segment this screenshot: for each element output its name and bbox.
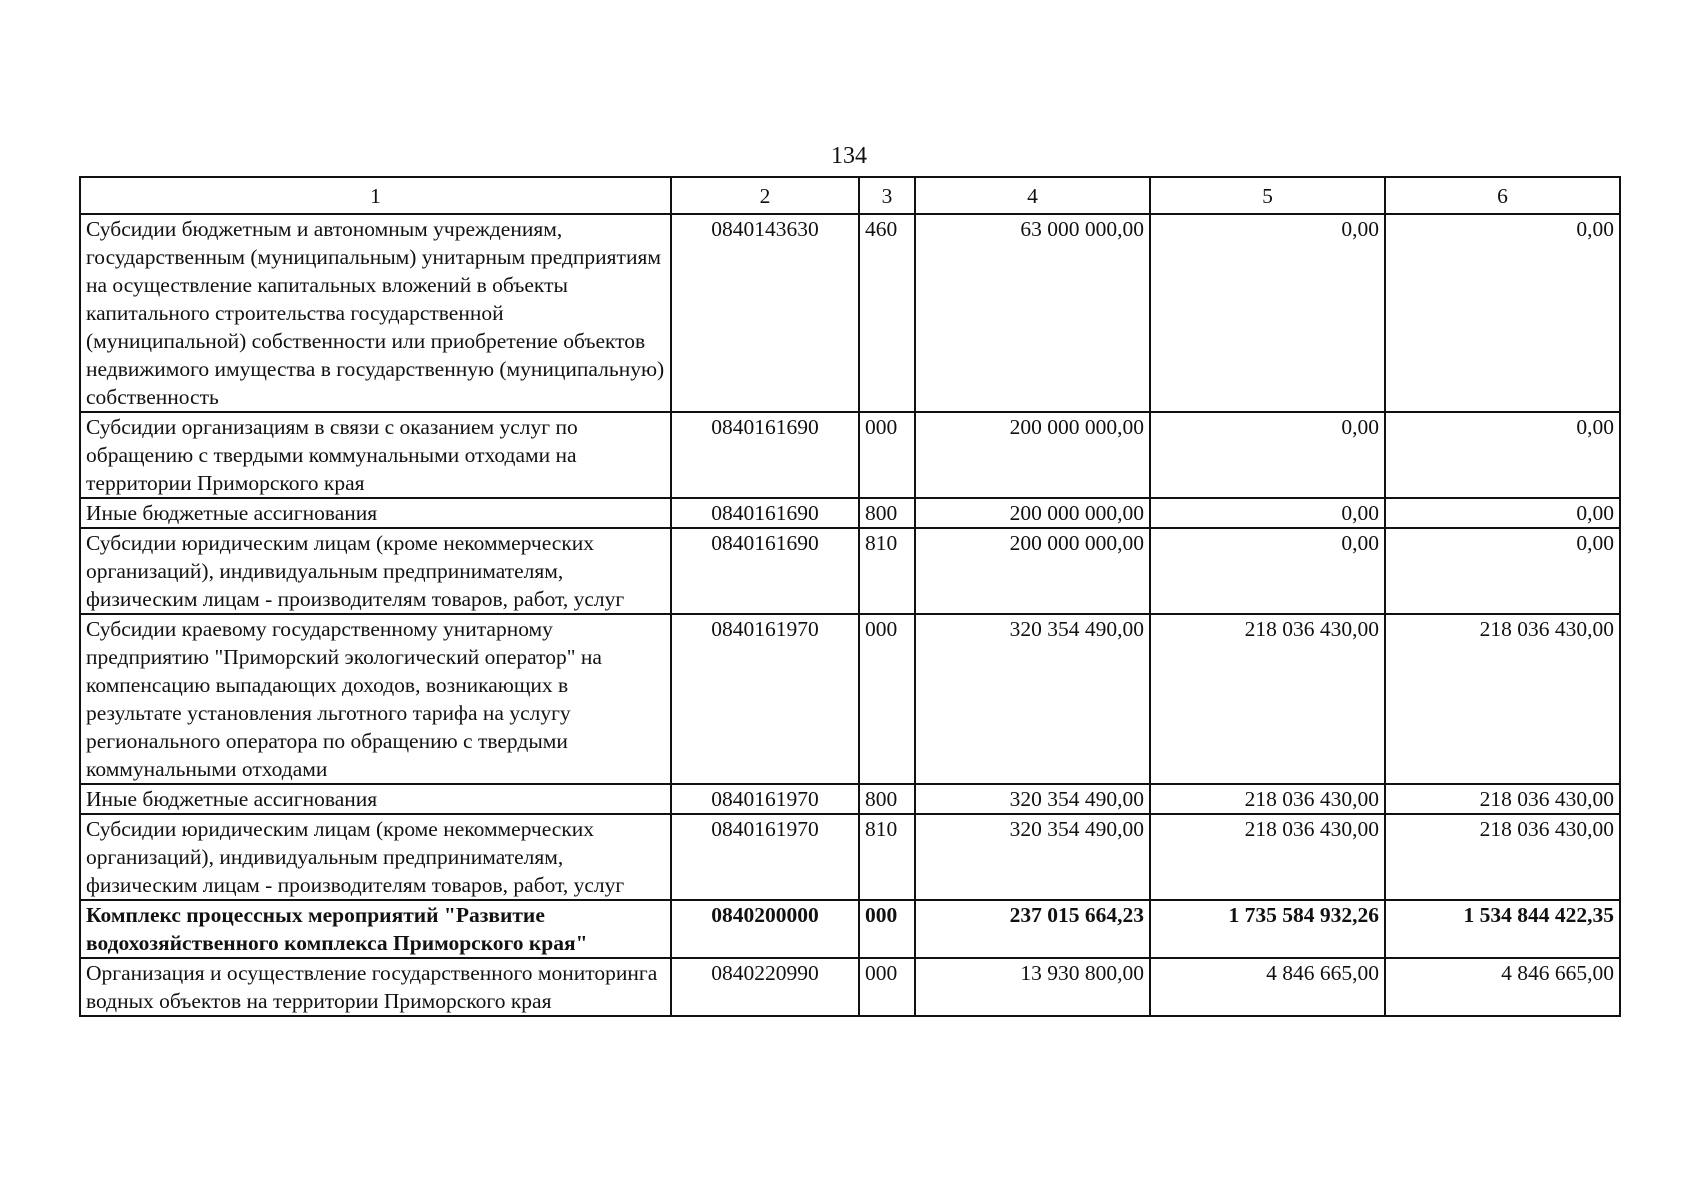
row-value-col6: 0,00 [1385, 214, 1620, 412]
header-cell: 6 [1385, 177, 1620, 214]
row-kvr-cell: 000 [859, 412, 915, 498]
table-row [80, 412, 1620, 498]
row-name-cell: Иные бюджетные ассигнования [80, 784, 671, 814]
row-value-col6: 0,00 [1385, 412, 1620, 498]
row-code-cell: 0840161970 [671, 614, 859, 784]
row-kvr-cell: 000 [859, 958, 915, 1016]
table-row [80, 528, 1620, 614]
row-name-cell: Субсидии бюджетным и автономным учреждениям, государственным (муниципальным) унитарным предприятиям на осуществление капитальных вложений в объекты капитального строительства государственной (муниципальной) собственности или приобретение объектов недвижимого имущества в государственную (муниципальную) собственность [80, 214, 671, 412]
header-cell: 5 [1150, 177, 1385, 214]
row-value-col5: 218 036 430,00 [1150, 614, 1385, 784]
row-code-cell: 0840161690 [671, 528, 859, 614]
header-cell: 1 [80, 177, 671, 214]
row-value-col5: 0,00 [1150, 528, 1385, 614]
table-row [80, 498, 1620, 528]
row-code-cell: 0840161970 [671, 814, 859, 900]
row-value-col4: 237 015 664,23 [915, 900, 1150, 958]
row-value-col5: 0,00 [1150, 214, 1385, 412]
row-value-col6: 4 846 665,00 [1385, 958, 1620, 1016]
row-code-cell: 0840200000 [671, 900, 859, 958]
row-value-col6: 218 036 430,00 [1385, 814, 1620, 900]
row-code-cell: 0840143630 [671, 214, 859, 412]
row-kvr-cell: 000 [859, 614, 915, 784]
row-code-cell: 0840161970 [671, 784, 859, 814]
row-name-cell: Организация и осуществление государственного мониторинга водных объектов на территории Приморского края [80, 958, 671, 1016]
row-kvr-cell: 810 [859, 528, 915, 614]
row-kvr-cell: 000 [859, 900, 915, 958]
row-name-cell: Иные бюджетные ассигнования [80, 498, 671, 528]
table-row [80, 900, 1620, 958]
row-name-cell: Комплекс процессных мероприятий "Развитие водохозяйственного комплекса Приморского края" [80, 900, 671, 958]
page-number: 134 [831, 143, 867, 169]
header-cell: 3 [859, 177, 915, 214]
row-value-col6: 1 534 844 422,35 [1385, 900, 1620, 958]
table-row [80, 814, 1620, 900]
header-cell: 4 [915, 177, 1150, 214]
row-name-cell: Субсидии краевому государственному унитарному предприятию "Приморский экологический оператор" на компенсацию выпадающих доходов, возникающих в результате установления льготного тарифа на услугу регионального оператора по обращению с твердыми коммунальными отходами [80, 614, 671, 784]
row-value-col5: 0,00 [1150, 498, 1385, 528]
row-code-cell: 0840220990 [671, 958, 859, 1016]
table-row [80, 614, 1620, 784]
row-value-col5: 218 036 430,00 [1150, 784, 1385, 814]
row-value-col5: 0,00 [1150, 412, 1385, 498]
row-kvr-cell: 800 [859, 784, 915, 814]
header-cell: 2 [671, 177, 859, 214]
table-row [80, 958, 1620, 1016]
row-value-col6: 0,00 [1385, 528, 1620, 614]
row-name-cell: Субсидии юридическим лицам (кроме некоммерческих организаций), индивидуальным предпринимателям, физическим лицам - производителям товаров, работ, услуг [80, 814, 671, 900]
row-value-col5: 1 735 584 932,26 [1150, 900, 1385, 958]
row-value-col4: 320 354 490,00 [915, 614, 1150, 784]
row-value-col6: 0,00 [1385, 498, 1620, 528]
row-value-col4: 320 354 490,00 [915, 784, 1150, 814]
table-row [80, 784, 1620, 814]
row-value-col4: 200 000 000,00 [915, 412, 1150, 498]
row-code-cell: 0840161690 [671, 498, 859, 528]
row-name-cell: Субсидии юридическим лицам (кроме некоммерческих организаций), индивидуальным предпринимателям, физическим лицам - производителям товаров, работ, услуг [80, 528, 671, 614]
row-value-col6: 218 036 430,00 [1385, 784, 1620, 814]
table-row [80, 214, 1620, 412]
row-code-cell: 0840161690 [671, 412, 859, 498]
row-value-col4: 320 354 490,00 [915, 814, 1150, 900]
budget-table [79, 176, 1621, 1017]
row-value-col5: 4 846 665,00 [1150, 958, 1385, 1016]
row-kvr-cell: 460 [859, 214, 915, 412]
row-value-col4: 13 930 800,00 [915, 958, 1150, 1016]
row-value-col4: 63 000 000,00 [915, 214, 1150, 412]
row-value-col4: 200 000 000,00 [915, 498, 1150, 528]
row-value-col4: 200 000 000,00 [915, 528, 1150, 614]
row-name-cell: Субсидии организациям в связи с оказанием услуг по обращению с твердыми коммунальными отходами на территории Приморского края [80, 412, 671, 498]
row-kvr-cell: 800 [859, 498, 915, 528]
row-kvr-cell: 810 [859, 814, 915, 900]
header-row [80, 177, 1620, 214]
row-value-col6: 218 036 430,00 [1385, 614, 1620, 784]
row-value-col5: 218 036 430,00 [1150, 814, 1385, 900]
